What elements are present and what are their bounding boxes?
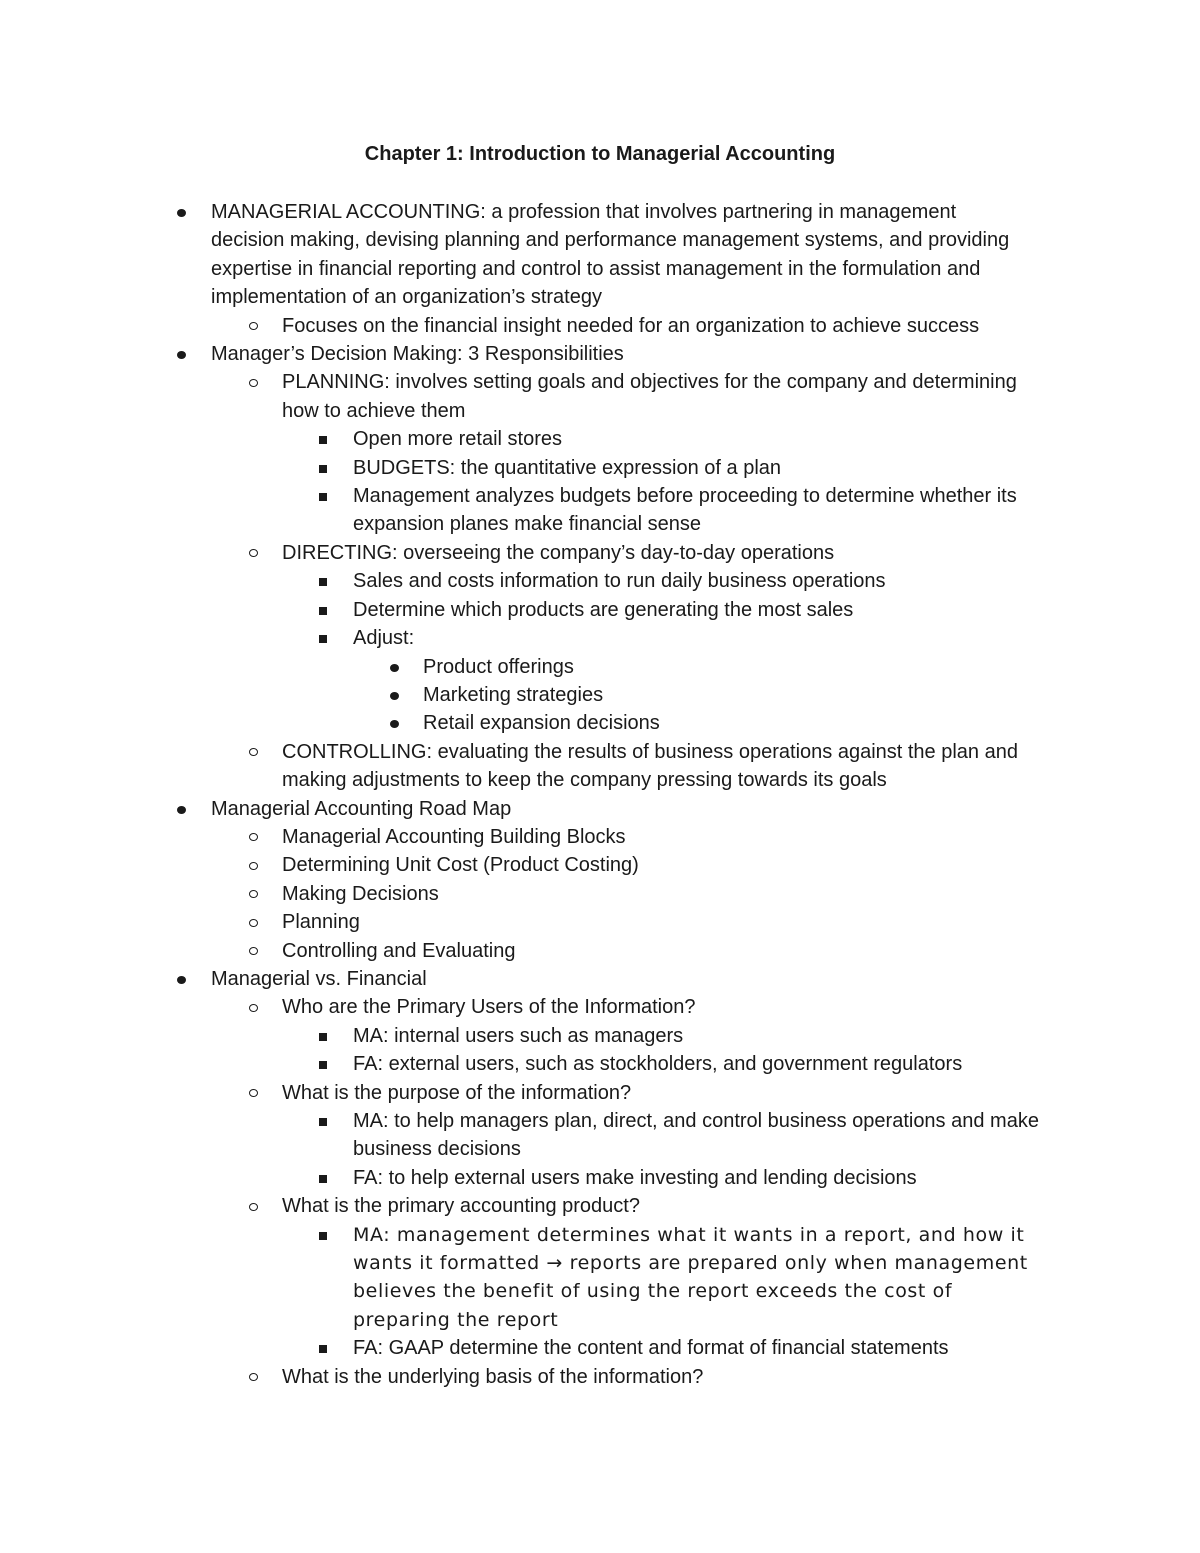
list-item-text: Open more retail stores [353,428,562,451]
list-item-level-3 [0,709,1043,737]
circle-bullet-icon [249,919,258,927]
list-item-text: CONTROLLING: evaluating the results of business operations against the plan and making adjustments to keep the company pressing towards its goals [282,740,1018,792]
square-bullet-icon [319,1232,327,1240]
square-bullet-icon [319,1118,327,1126]
list-item-level-1 [0,851,1042,879]
list-item-level-2 [0,1050,1053,1078]
circle-bullet-icon [249,833,258,841]
list-item-text: Adjust: [353,627,415,650]
list-item-text: Determining Unit Cost (Product Costing) [282,854,639,877]
circle-bullet-icon [249,947,258,955]
circle-bullet-icon [249,1089,258,1097]
list-item-level-1 [0,368,1042,425]
sub-list [0,312,1200,340]
list-item-level-0 [0,965,1031,993]
list-item-level-2 [0,596,1053,624]
list-item-text: PLANNING: involves setting goals and objectives for the company and determining how to achieve them [282,371,1017,422]
list-item-text: MA: to help managers plan, direct, and control business operations and make business decisions [353,1110,1039,1161]
square-bullet-icon [319,578,327,586]
sub-list [0,1221,1200,1363]
disc-bullet-icon [177,351,186,359]
square-bullet-icon [319,1061,327,1069]
list-item-text: Managerial Accounting Building Blocks [282,825,626,848]
list-item-level-2 [0,567,1053,595]
list-item-level-0 [0,340,1031,368]
list-item-level-1 [0,738,1042,795]
list-item-level-1 [0,823,1042,851]
list-item-level-2 [0,1221,1053,1335]
list-item-text: What is the primary accounting product? [282,1195,640,1218]
square-bullet-icon [319,1345,327,1353]
list-item-level-1 [0,1363,1042,1391]
circle-bullet-icon [249,748,258,756]
circle-bullet-icon [249,890,258,898]
list-item-level-1 [0,993,1042,1021]
disc-bullet-icon [177,209,186,217]
square-bullet-icon [319,635,327,643]
list-item-text: BUDGETS: the quantitative expression of a plan [353,456,782,479]
list-item-level-2 [0,1022,1053,1050]
list-item-text: Who are the Primary Users of the Information? [282,996,696,1019]
list-item-text: What is the underlying basis of the information? [282,1365,704,1388]
list-item-text: Retail expansion decisions [423,712,660,735]
sub-list [0,1022,1200,1079]
list-item-level-1 [0,908,1042,936]
disc-bullet-icon [177,976,186,984]
list-item-text: Product offerings [423,655,574,678]
sub-list [0,653,1200,738]
circle-bullet-icon [249,549,258,557]
list-item-text: Determine which products are generating the most sales [353,598,854,621]
sub-list [0,425,1200,539]
list-item-level-2 [0,425,1053,453]
list-item-level-3 [0,681,1043,709]
sub-list [0,368,1200,794]
list-item-level-1 [0,1192,1042,1220]
list-item-text: MA: internal users such as managers [353,1024,684,1047]
notes-outline [0,198,1200,1391]
list-item-level-0 [0,198,1031,312]
square-bullet-icon [319,1033,327,1041]
list-item-text: Making Decisions [282,882,439,905]
circle-bullet-icon [249,1203,258,1211]
list-item-level-1 [0,539,1042,567]
list-item-level-1 [0,937,1042,965]
list-item-text: DIRECTING: overseeing the company’s day-to-day operations [282,541,835,564]
list-item-level-2 [0,1334,1053,1362]
circle-bullet-icon [249,379,258,387]
square-bullet-icon [319,436,327,444]
list-item-level-2 [0,454,1053,482]
disc-bullet-icon [390,664,399,672]
square-bullet-icon [319,493,327,501]
list-item-text: Management analyzes budgets before proceeding to determine whether its expansion planes make financial sense [353,485,1017,536]
list-item-level-2 [0,624,1053,652]
list-item-text: Controlling and Evaluating [282,939,516,962]
sub-list [0,1107,1200,1192]
square-bullet-icon [319,1175,327,1183]
list-item-text: Manager’s Decision Making: 3 Responsibilities [211,343,624,366]
list-item-text: FA: to help external users make investing and lending decisions [353,1166,917,1189]
list-item-level-0 [0,795,1031,823]
list-item-text: Planning [282,911,360,934]
page-title: Chapter 1: Introduction to Managerial Accounting [364,143,836,165]
sub-list [0,993,1200,1391]
list-item-text: FA: GAAP determine the content and format of financial statements [353,1337,949,1360]
list-item-level-2 [0,1164,1053,1192]
sub-list [0,823,1200,965]
list-item-level-2 [0,1107,1053,1164]
square-bullet-icon [319,607,327,615]
list-item-text: MANAGERIAL ACCOUNTING: a profession that involves partnering in management decision making, devising planning and performance management systems, and providing expertise in financial reporting and control to assist management in the formulation and implementation of an organization’s strategy [211,201,1010,309]
list-item-text: FA: external users, such as stockholders, and government regulators [353,1053,963,1076]
list-item-level-2 [0,482,1053,539]
disc-bullet-icon [390,692,399,700]
list-item-text: Focuses on the financial insight needed for an organization to achieve success [282,314,980,337]
list-item-text: What is the purpose of the information? [282,1081,632,1104]
list-item-text: Managerial vs. Financial [211,967,427,990]
circle-bullet-icon [249,862,258,870]
list-item-text: Marketing strategies [423,683,604,706]
list-item-level-1 [0,880,1042,908]
list-item-level-3 [0,653,1043,681]
list-item-level-1 [0,1079,1042,1107]
circle-bullet-icon [249,1373,258,1381]
circle-bullet-icon [249,1004,258,1012]
list-item-text: Managerial Accounting Road Map [211,797,512,820]
sub-list [0,567,1200,737]
square-bullet-icon [319,465,327,473]
circle-bullet-icon [249,322,258,330]
disc-bullet-icon [390,720,399,728]
list-item-text: MA: management determines what it wants in a report, and how it wants it formatted → reports are prepared only when management believes the benefit of using the report exceeds the cost of preparing the report [353,1223,1028,1331]
disc-bullet-icon [177,806,186,814]
list-item-text: Sales and costs information to run daily business operations [353,570,886,593]
list-item-level-1 [0,312,1042,340]
